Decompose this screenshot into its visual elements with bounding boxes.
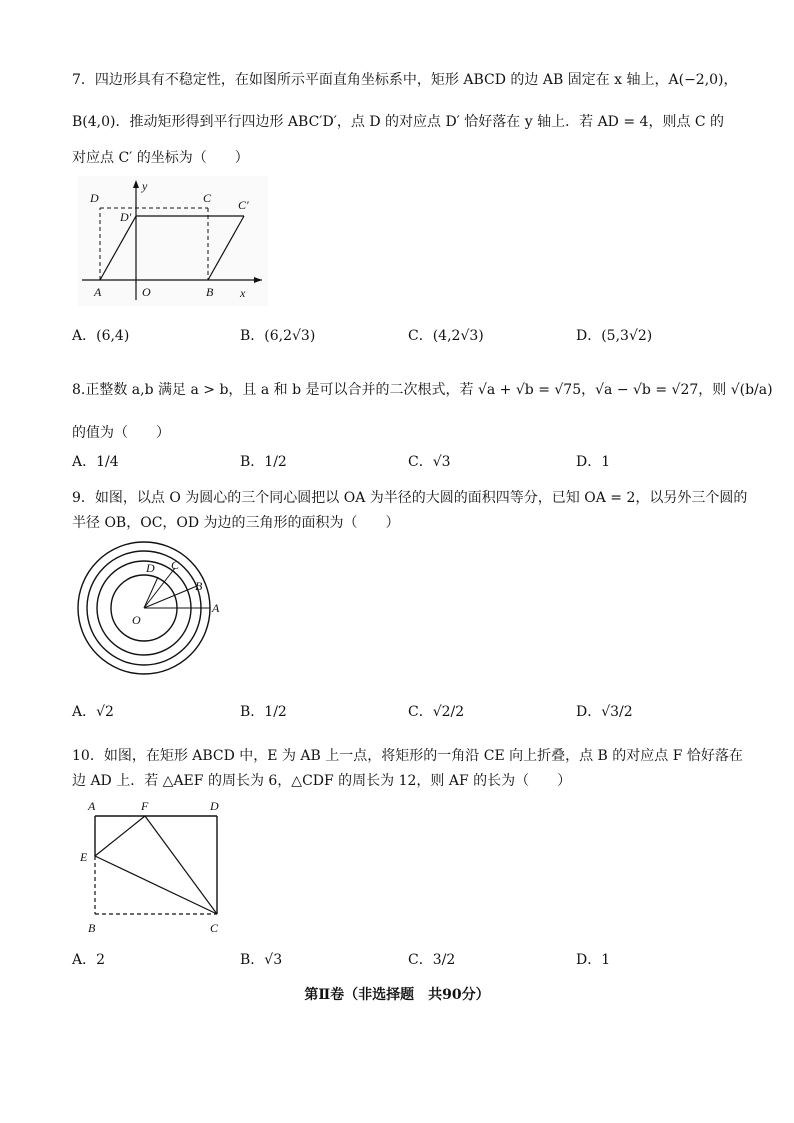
q8-line1: 8.正整数 a,b 满足 a > b，且 a 和 b 是可以合并的二次根式，若 √a + √b = √75，√a − √b = √27，则 √(b/a) [72, 382, 773, 398]
q10-label-A: A [88, 799, 96, 813]
q8-option-d: D．1 [576, 454, 611, 470]
q7-label-D: D [90, 191, 99, 205]
q7-option-c: C．(4,2√3) [408, 328, 484, 344]
q7-label-x: x [240, 286, 246, 300]
q7-label-C: C [203, 191, 212, 205]
q7-label-O: O [142, 285, 151, 299]
q7-text-line3 [72, 148, 249, 168]
q10-option-d: D．1 [576, 952, 611, 968]
q10-line2: 边 AD 上．若 △AEF 的周长为 6，△CDF 的周长为 12，则 AF 的长为（ ） [72, 773, 572, 789]
q8-text-line1 [72, 380, 773, 400]
q10-text-line2 [72, 771, 571, 791]
q10-label-F: F [141, 799, 149, 813]
q9-label-A: A [212, 601, 220, 615]
q9-text-line1 [72, 488, 747, 508]
q9-option-b: B．1/2 [240, 704, 287, 720]
q7-line1: 7．四边形具有不稳定性，在如图所示平面直角坐标系中，矩形 ABCD 的边 AB 固定在 x 轴上，A(−2,0)， [72, 72, 738, 88]
q7-option-a: A．(6,4) [72, 328, 130, 344]
q7-label-Dprime: D′ [120, 210, 132, 224]
q9-text-line2 [72, 513, 400, 533]
q9-option-c: C．√2/2 [408, 704, 465, 720]
q10-label-E: E [80, 850, 88, 864]
q7-figure [78, 176, 268, 306]
q9-line1: 9．如图，以点 O 为圆心的三个同心圆把以 OA 为半径的大圆的面积四等分，已知 OA = 2，以另外三个圆的 [72, 490, 748, 506]
q7-option-d: D．(5,3√2) [576, 328, 653, 344]
q7-line3: 对应点 C′ 的坐标为（ ） [72, 150, 249, 166]
q7-label-A: A [94, 285, 102, 299]
q9-line2: 半径 OB，OC，OD 为边的三角形的面积为（ ） [72, 515, 400, 531]
q7-line2: B(4,0)．推动矩形得到平行四边形 ABC′D′，点 D 的对应点 D′ 恰好落在 y 轴上．若 AD = 4，则点 C 的 [72, 114, 725, 130]
q9-option-a: A．√2 [72, 704, 114, 720]
q8-option-a: A．1/4 [72, 454, 119, 470]
q10-figure [78, 796, 238, 938]
q9-label-D: D [146, 561, 155, 575]
q8-line2: 的值为（ ） [72, 425, 170, 441]
section-title: 第Ⅱ卷（非选择题 共90分） [304, 987, 490, 1003]
q9-figure [76, 540, 228, 682]
q10-line1: 10．如图，在矩形 ABCD 中，E 为 AB 上一点，将矩形的一角沿 CE 向上折叠，点 B 的对应点 F 恰好落在 [72, 748, 743, 764]
q9-label-O: O [132, 613, 141, 627]
q7-text-line2 [72, 112, 724, 132]
q10-label-D: D [210, 799, 219, 813]
q9-label-C: C [171, 558, 180, 572]
q7-label-Cprime: C′ [238, 198, 249, 212]
q9-option-d: D．√3/2 [576, 704, 633, 720]
q10-option-c: C．3/2 [408, 952, 456, 968]
q8-text-line2 [72, 423, 170, 443]
q10-option-a: A．2 [72, 952, 106, 968]
q9-label-B: B [195, 579, 203, 593]
q7-text-line1 [72, 70, 738, 90]
q10-label-B: B [88, 921, 96, 935]
q7-option-b: B．(6,2√3) [240, 328, 316, 344]
q10-option-b: B．√3 [240, 952, 283, 968]
q7-label-B: B [206, 285, 214, 299]
q7-label-y: y [142, 179, 148, 193]
q8-option-b: B．1/2 [240, 454, 287, 470]
q10-text-line1 [72, 746, 743, 766]
q8-option-c: C．√3 [408, 454, 451, 470]
q10-label-C: C [210, 921, 219, 935]
